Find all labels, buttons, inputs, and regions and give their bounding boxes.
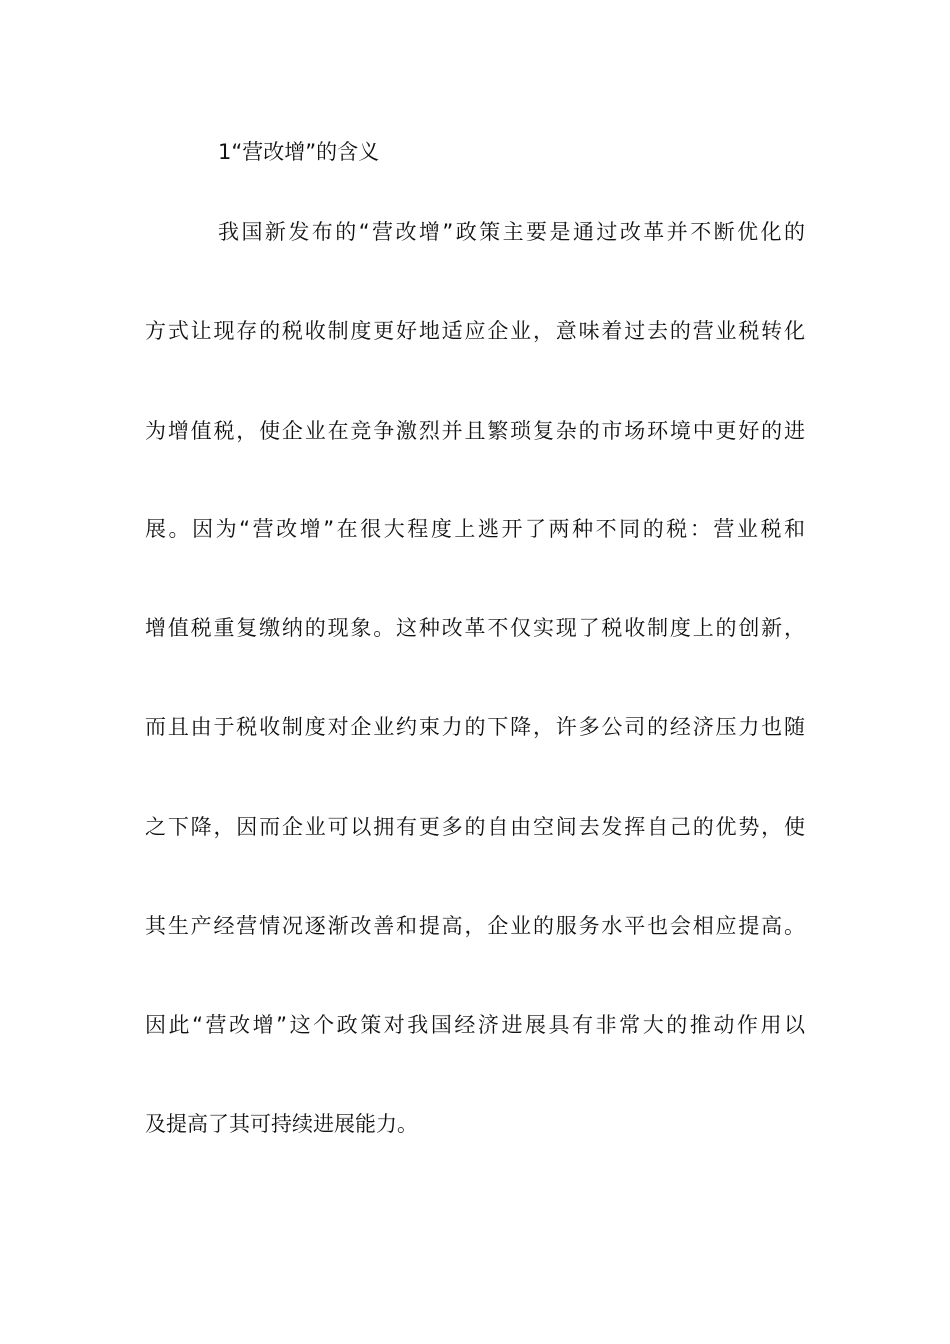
paragraph-line: 因此“营改增”这个政策对我国经济进展具有非常大的推动作用以 [145, 1013, 805, 1037]
paragraph-line: 之下降，因而企业可以拥有更多的自由空间去发挥自己的优势，使 [145, 815, 805, 839]
paragraph-line: 展。因为“营改增”在很大程度上逃开了两种不同的税：营业税和 [145, 517, 805, 541]
paragraph-line: 为增值税，使企业在竞争激烈并且繁琐复杂的市场环境中更好的进 [145, 419, 805, 443]
paragraph-line: 及提高了其可持续进展能力。 [145, 1112, 418, 1136]
paragraph-line: 我国新发布的“营改增”政策主要是通过改革并不断优化的 [218, 220, 805, 244]
paragraph-line: 其生产经营情况逐渐改善和提高，企业的服务水平也会相应提高。 [145, 914, 805, 938]
paragraph-line: 而且由于税收制度对企业约束力的下降，许多公司的经济压力也随 [145, 715, 805, 739]
paragraph-line: 方式让现存的税收制度更好地适应企业，意味着过去的营业税转化 [145, 319, 805, 343]
section-heading: 1“营改增”的含义 [218, 140, 380, 164]
paragraph-line: 增值税重复缴纳的现象。这种改革不仅实现了税收制度上的创新， [145, 616, 805, 640]
